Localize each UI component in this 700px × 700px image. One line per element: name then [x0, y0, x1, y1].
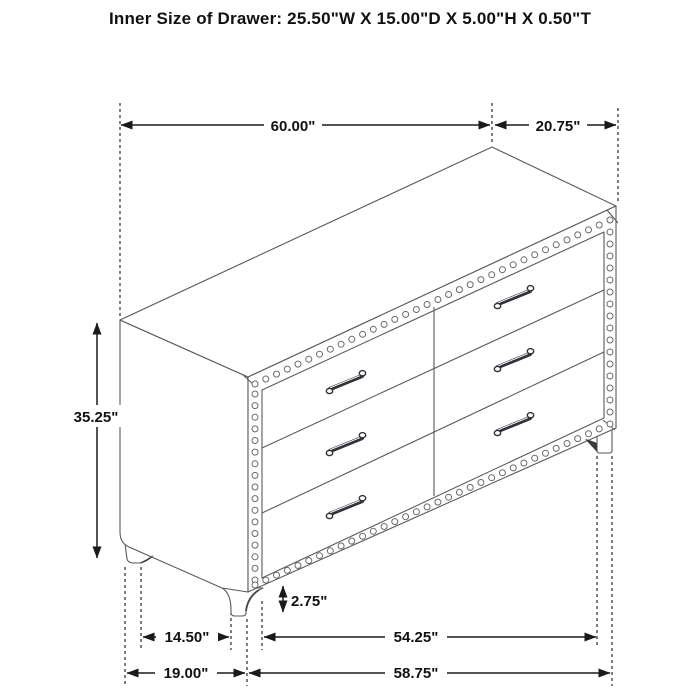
nailhead — [295, 563, 301, 569]
nailhead — [586, 431, 592, 437]
dimension-side-leg-inner-span — [143, 626, 229, 646]
nailhead — [478, 480, 484, 486]
nailhead — [252, 381, 258, 387]
nailhead — [252, 531, 258, 537]
nailhead — [370, 528, 376, 534]
nailhead — [607, 289, 613, 295]
nailhead — [252, 449, 258, 455]
nailhead — [327, 346, 333, 352]
nailhead — [575, 232, 581, 238]
nailhead — [435, 297, 441, 303]
nailhead — [553, 242, 559, 248]
nailhead — [607, 409, 613, 415]
nailhead — [349, 538, 355, 544]
nailhead — [607, 325, 613, 331]
nailhead — [424, 504, 430, 510]
dim-label-top-width: 60.00" — [270, 118, 316, 135]
nailhead — [274, 572, 280, 578]
nailhead — [607, 397, 613, 403]
nailhead — [467, 484, 473, 490]
nailhead — [381, 321, 387, 327]
dim-label-leg-height: 2.75" — [291, 593, 328, 610]
nailhead — [607, 229, 613, 235]
nailhead — [252, 472, 258, 478]
nailhead — [575, 436, 581, 442]
nailhead — [532, 252, 538, 258]
nailhead — [499, 470, 505, 476]
nailhead — [252, 403, 258, 409]
nailhead — [338, 341, 344, 347]
dimension-top-width — [121, 114, 490, 135]
nailhead — [327, 548, 333, 554]
nailhead — [263, 376, 269, 382]
nailhead — [252, 426, 258, 432]
nailhead — [499, 267, 505, 273]
nailhead — [381, 524, 387, 530]
nailhead — [360, 533, 366, 539]
nailhead — [596, 222, 602, 228]
nailhead — [306, 356, 312, 362]
nailhead — [252, 484, 258, 490]
nailhead — [403, 311, 409, 317]
nailhead — [607, 349, 613, 355]
nailhead — [435, 499, 441, 505]
nailhead — [284, 567, 290, 573]
nailhead — [478, 277, 484, 283]
nailhead — [564, 237, 570, 243]
nailhead — [284, 366, 290, 372]
nailhead — [252, 496, 258, 502]
nailhead — [607, 253, 613, 259]
nailhead — [252, 542, 258, 548]
nailhead — [489, 475, 495, 481]
nailhead — [446, 494, 452, 500]
nailhead — [317, 553, 323, 559]
nailhead — [607, 421, 613, 427]
nailhead — [349, 336, 355, 342]
nailhead — [521, 257, 527, 263]
nailhead — [252, 507, 258, 513]
nailhead — [607, 277, 613, 283]
nailhead — [510, 262, 516, 268]
nailhead — [607, 361, 613, 367]
nailhead — [360, 331, 366, 337]
nailhead — [403, 514, 409, 520]
nailhead — [607, 385, 613, 391]
nailhead — [607, 217, 613, 223]
dimension-top-depth — [495, 114, 616, 135]
page-title: Inner Size of Drawer: 25.50"W X 15.00"D X 5.00"H X 0.50"T — [108, 9, 592, 28]
nailhead — [252, 391, 258, 397]
dim-label-top-depth: 20.75" — [535, 118, 581, 135]
nailhead — [252, 438, 258, 444]
nailhead — [564, 441, 570, 447]
nailhead — [543, 247, 549, 253]
nailhead — [607, 301, 613, 307]
nailhead — [370, 326, 376, 332]
nailhead — [510, 465, 516, 471]
nailhead — [252, 414, 258, 420]
dim-label-front-leg-inner-span: 54.25" — [393, 629, 439, 646]
nailhead — [596, 426, 602, 432]
nailhead — [424, 302, 430, 308]
nailhead — [607, 265, 613, 271]
nailhead — [607, 337, 613, 343]
nailhead — [607, 313, 613, 319]
dim-label-side-leg-inner-span: 14.50" — [164, 629, 210, 646]
nailhead — [252, 461, 258, 467]
dim-label-side-leg-outer-span: 19.00" — [163, 665, 209, 682]
nailhead — [274, 371, 280, 377]
nailhead — [446, 292, 452, 298]
dresser-drawing — [120, 147, 618, 616]
nailhead — [543, 450, 549, 456]
dimension-leg-height — [283, 586, 334, 612]
dimension-side-height — [66, 323, 126, 558]
nailhead — [553, 445, 559, 451]
nailhead — [532, 455, 538, 461]
nailhead — [252, 519, 258, 525]
dimension-front-leg-inner-span — [264, 626, 596, 646]
nailhead — [456, 489, 462, 495]
nailhead — [586, 227, 592, 233]
nailhead — [317, 351, 323, 357]
nailhead — [295, 361, 301, 367]
dimension-side-leg-outer-span — [127, 662, 245, 682]
nailhead — [521, 460, 527, 466]
nailhead — [392, 316, 398, 322]
nailhead — [306, 558, 312, 564]
dim-label-side-height: 35.25" — [73, 409, 119, 426]
nailhead — [489, 272, 495, 278]
nailhead — [263, 577, 269, 583]
dim-label-front-leg-outer-span: 58.75" — [393, 665, 439, 682]
nailhead — [392, 519, 398, 525]
nailhead — [252, 565, 258, 571]
nailhead — [338, 543, 344, 549]
nailhead — [607, 241, 613, 247]
nailhead — [413, 307, 419, 313]
nailhead — [413, 509, 419, 515]
nailhead — [252, 554, 258, 560]
nailhead — [607, 373, 613, 379]
nailhead — [467, 282, 473, 288]
nailhead — [456, 287, 462, 293]
nailhead — [252, 582, 258, 588]
dimension-front-leg-outer-span — [249, 662, 610, 682]
